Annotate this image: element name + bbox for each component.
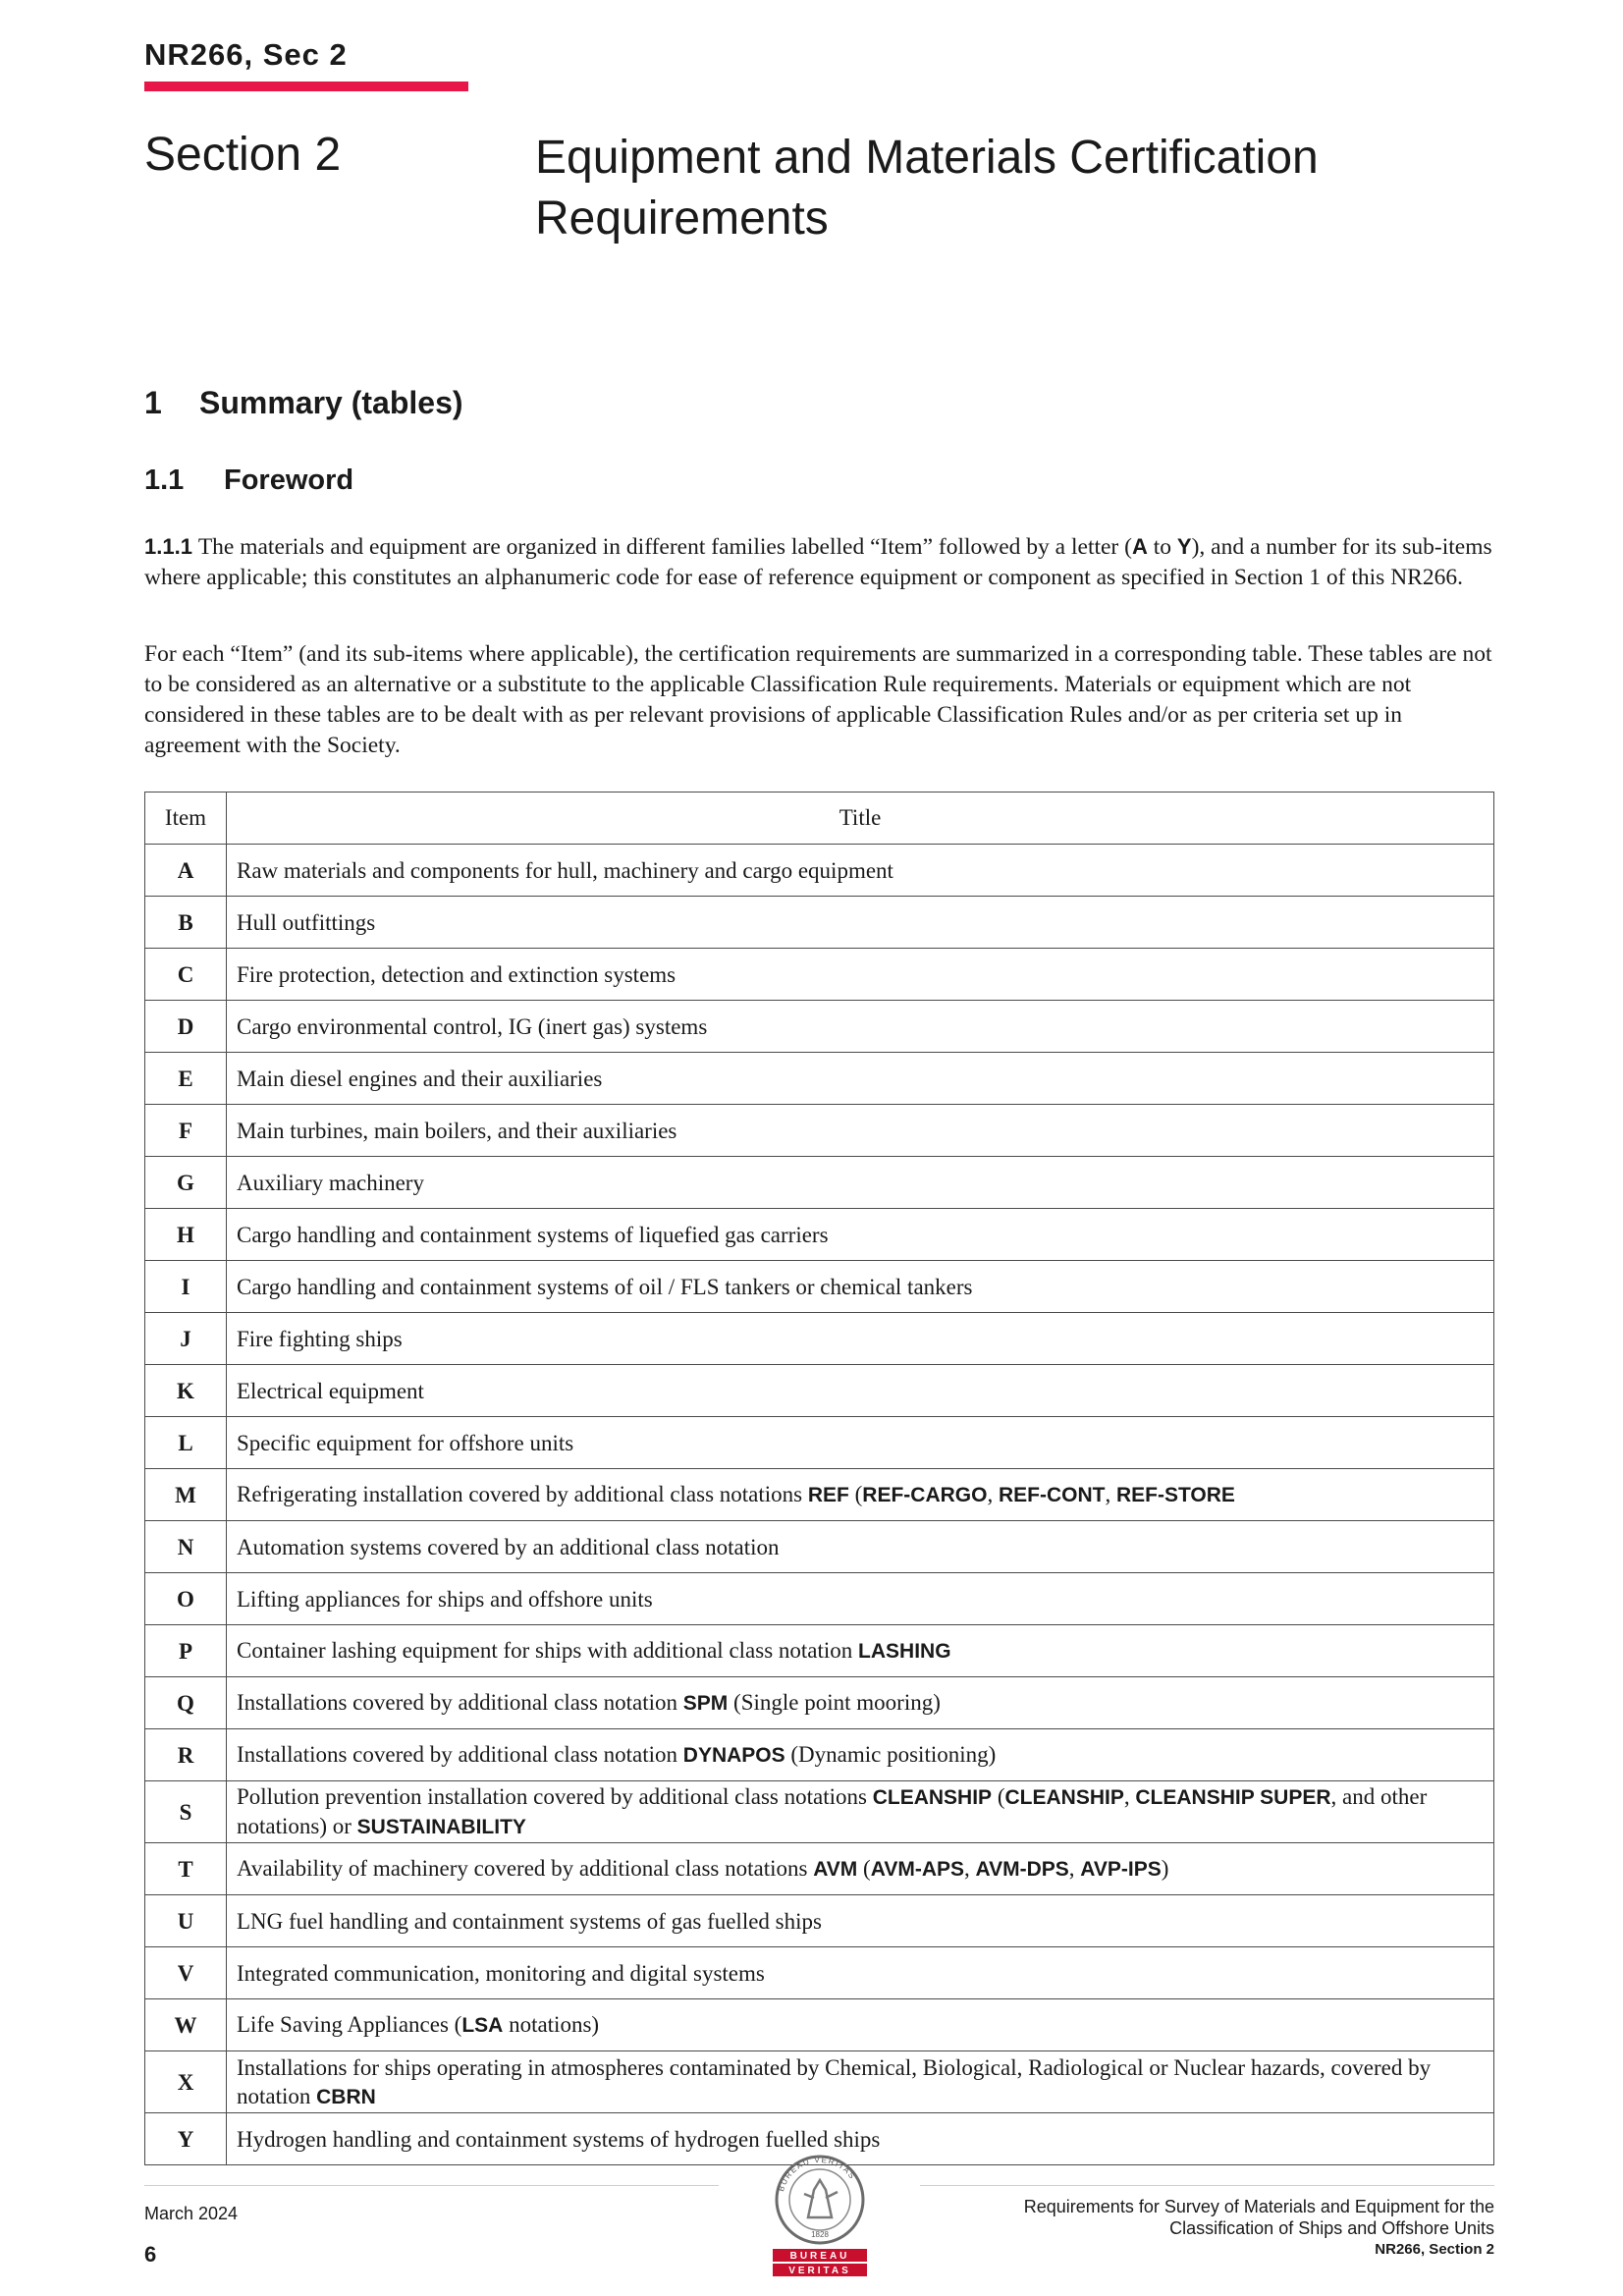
title-text: ,: [1068, 1856, 1081, 1881]
item-letter: F: [145, 1105, 227, 1157]
table-row: [145, 1313, 1494, 1365]
table-row: [145, 1209, 1494, 1261]
class-notation: CBRN: [316, 2085, 376, 2108]
document-code: NR266, Sec 2: [144, 37, 348, 72]
class-notation: REF-CARGO: [862, 1484, 988, 1506]
item-letter: D: [145, 1001, 227, 1053]
table-row: [145, 1677, 1494, 1729]
title-text: ,: [964, 1856, 976, 1881]
item-title: Hydrogen handling and containment systems of hydrogen fuelled ships: [227, 2113, 1494, 2165]
table-row: [145, 845, 1494, 897]
item-letter: U: [145, 1895, 227, 1947]
table-row: [145, 2051, 1494, 2113]
class-notation: REF-STORE: [1115, 1484, 1235, 1506]
title-text: (: [992, 1784, 1005, 1809]
item-letter: Q: [145, 1677, 227, 1729]
item-letter: W: [145, 1999, 227, 2051]
table-header-row: [145, 793, 1494, 845]
footer-doc-title-line2: Classification of Ships and Offshore Units: [1169, 2218, 1494, 2238]
heading-2-title: Foreword: [224, 465, 354, 496]
title-text: (: [857, 1856, 871, 1881]
item-letter: A: [145, 845, 227, 897]
footer-divider-left: [144, 2185, 719, 2186]
table-row: [145, 1157, 1494, 1209]
item-letter: V: [145, 1947, 227, 1999]
title-text: Installations covered by additional class notation: [237, 1742, 683, 1767]
table-row: [145, 1999, 1494, 2051]
item-letter: G: [145, 1157, 227, 1209]
table-row: [145, 897, 1494, 949]
item-letter: Y: [145, 2113, 227, 2165]
logo-ring-text: BUREAU VERITAS: [776, 2155, 858, 2193]
item-letter: T: [145, 1843, 227, 1895]
item-title: Lifting appliances for ships and offshore units: [227, 1573, 1494, 1625]
heading-2-number: 1.1: [144, 465, 185, 496]
item-letter: K: [145, 1365, 227, 1417]
footer-divider-right: [920, 2185, 1494, 2186]
item-letter: H: [145, 1209, 227, 1261]
item-title: Integrated communication, monitoring and digital systems: [227, 1947, 1494, 1999]
title-text: ): [1161, 1856, 1169, 1881]
footer-doc-ref: NR266, Section 2: [1375, 2241, 1494, 2258]
table-row: [145, 1521, 1494, 1573]
logo-year: 1828: [811, 2230, 829, 2239]
paragraph-1-text-end: ), and a number for its sub-items where applicable; this constitutes an alphanumeric code for ease of reference equipment or component as specified in Section 1 of this NR266.: [144, 534, 1492, 590]
table-row: [145, 1843, 1494, 1895]
table-row: [145, 1781, 1494, 1843]
item-title: Cargo handling and containment systems of liquefied gas carriers: [227, 1209, 1494, 1261]
paragraph-1-text: The materials and equipment are organized in different families labelled “Item” followed by a letter (: [197, 534, 1132, 560]
item-title: Hull outfittings: [227, 897, 1494, 949]
title-text: (Single point mooring): [728, 1690, 941, 1715]
item-letter: C: [145, 949, 227, 1001]
item-title: [227, 1677, 1494, 1729]
footer-date: March 2024: [144, 2204, 239, 2223]
items-table: [144, 792, 1494, 2165]
table-row: [145, 1105, 1494, 1157]
item-title: [227, 1469, 1494, 1521]
item-title: [227, 1625, 1494, 1677]
class-notation: REF-CONT: [998, 1484, 1106, 1506]
item-title: Fire fighting ships: [227, 1313, 1494, 1365]
page-number: 6: [144, 2242, 157, 2267]
item-title: [227, 1843, 1494, 1895]
class-notation: AVM-DPS: [975, 1858, 1069, 1881]
paragraph-1: [144, 531, 1494, 593]
item-title: Raw materials and components for hull, machinery and cargo equipment: [227, 845, 1494, 897]
table-row: [145, 1053, 1494, 1105]
item-letter: E: [145, 1053, 227, 1105]
class-notation: CLEANSHIP: [1004, 1786, 1124, 1809]
item-title: [227, 1999, 1494, 2051]
class-notation: AVP-IPS: [1080, 1858, 1162, 1881]
title-text: Refrigerating installation covered by additional class notations: [237, 1482, 808, 1506]
bureau-veritas-logo: [769, 2151, 871, 2278]
paragraph-ref: 1.1.1: [144, 534, 192, 559]
table-row: [145, 1573, 1494, 1625]
class-notation: AVM: [813, 1858, 858, 1881]
item-title: LNG fuel handling and containment systems of gas fuelled ships: [227, 1895, 1494, 1947]
item-title: Cargo environmental control, IG (inert gas) systems: [227, 1001, 1494, 1053]
item-letter: S: [145, 1781, 227, 1843]
item-letter: N: [145, 1521, 227, 1573]
class-notation: CLEANSHIP SUPER: [1135, 1786, 1331, 1809]
table-row: [145, 1947, 1494, 1999]
table-row: [145, 949, 1494, 1001]
table-row: [145, 1001, 1494, 1053]
item-letter: O: [145, 1573, 227, 1625]
item-letter: R: [145, 1729, 227, 1781]
table-row: [145, 1365, 1494, 1417]
paragraph-2: For each “Item” (and its sub-items where applicable), the certification requirements are summarized in a corresponding table. These tables are not to be considered as an alternative or a substitute to the applicable Classification Rule requirements. Materials or equipment which are not considered in these tables are to be dealt with as per relevant provisions of applicable Classification Rules and/or as per criteria set up in agreement with the Society.: [144, 641, 1492, 758]
letter-to: Y: [1176, 534, 1192, 559]
item-title: Main turbines, main boilers, and their auxiliaries: [227, 1105, 1494, 1157]
title-text: (: [848, 1482, 863, 1506]
title-text: ,: [1105, 1482, 1116, 1506]
item-letter: J: [145, 1313, 227, 1365]
item-title: [227, 1781, 1494, 1843]
title-text: Container lashing equipment for ships with additional class notation: [237, 1638, 859, 1663]
item-letter: X: [145, 2051, 227, 2113]
class-notation: AVM-APS: [870, 1858, 964, 1881]
table-row: [145, 1469, 1494, 1521]
item-title: Cargo handling and containment systems of oil / FLS tankers or chemical tankers: [227, 1261, 1494, 1313]
heading-1: [144, 385, 463, 421]
item-letter: I: [145, 1261, 227, 1313]
title-text: Installations covered by additional class notation: [237, 1690, 683, 1715]
section-number: Section 2: [144, 129, 342, 181]
title-text: Availability of machinery covered by additional class notations: [237, 1856, 814, 1881]
paragraph-1-to: to: [1147, 534, 1177, 560]
heading-2: [144, 465, 353, 497]
heading-1-number: 1: [144, 385, 162, 420]
title-text: Life Saving Appliances (: [237, 2012, 462, 2037]
footer-document-info: [905, 2196, 1494, 2261]
class-notation: LASHING: [858, 1640, 951, 1663]
class-notation: SPM: [682, 1692, 729, 1715]
title-text: (Dynamic positioning): [784, 1742, 997, 1767]
table-row: [145, 1895, 1494, 1947]
logo-figure: [804, 2180, 838, 2217]
letter-from: A: [1131, 534, 1148, 559]
item-letter: M: [145, 1469, 227, 1521]
table-row: [145, 1729, 1494, 1781]
footer-doc-title-line1: Requirements for Survey of Materials and Equipment for the: [1023, 2197, 1494, 2216]
class-notation: SUSTAINABILITY: [356, 1816, 526, 1838]
item-title: Auxiliary machinery: [227, 1157, 1494, 1209]
title-text: ,: [987, 1482, 999, 1506]
item-title: Automation systems covered by an additional class notation: [227, 1521, 1494, 1573]
item-title: Main diesel engines and their auxiliaries: [227, 1053, 1494, 1105]
header-accent-bar: [144, 82, 468, 91]
title-text: ,: [1123, 1784, 1136, 1809]
table-row: [145, 1417, 1494, 1469]
item-title: Fire protection, detection and extinction systems: [227, 949, 1494, 1001]
column-header-item: Item: [145, 793, 227, 845]
class-notation: REF: [807, 1484, 849, 1506]
title-text: Pollution prevention installation covered by additional class notations: [237, 1784, 873, 1809]
item-letter: P: [145, 1625, 227, 1677]
logo-word-2: VERITAS: [788, 2266, 851, 2276]
item-title: [227, 1729, 1494, 1781]
item-letter: L: [145, 1417, 227, 1469]
class-notation: LSA: [461, 2014, 504, 2037]
table-row: [145, 1625, 1494, 1677]
column-header-title: Title: [227, 793, 1494, 845]
item-title: Specific equipment for offshore units: [227, 1417, 1494, 1469]
table-row: [145, 1261, 1494, 1313]
title-text: , and other notations) or: [237, 1784, 1428, 1838]
title-text: notations): [503, 2012, 600, 2037]
item-title: Electrical equipment: [227, 1365, 1494, 1417]
item-title: [227, 2051, 1494, 2113]
logo-word-1: BUREAU: [789, 2251, 850, 2262]
heading-1-title: Summary (tables): [199, 385, 463, 420]
class-notation: CLEANSHIP: [872, 1786, 993, 1809]
class-notation: DYNAPOS: [682, 1744, 785, 1767]
section-title: Equipment and Materials Certification Requirements: [535, 132, 1319, 245]
item-letter: B: [145, 897, 227, 949]
title-text: Installations for ships operating in atmospheres contaminated by Chemical, Biological, Radiological or Nuclear hazards, covered by notation: [237, 2054, 1432, 2108]
